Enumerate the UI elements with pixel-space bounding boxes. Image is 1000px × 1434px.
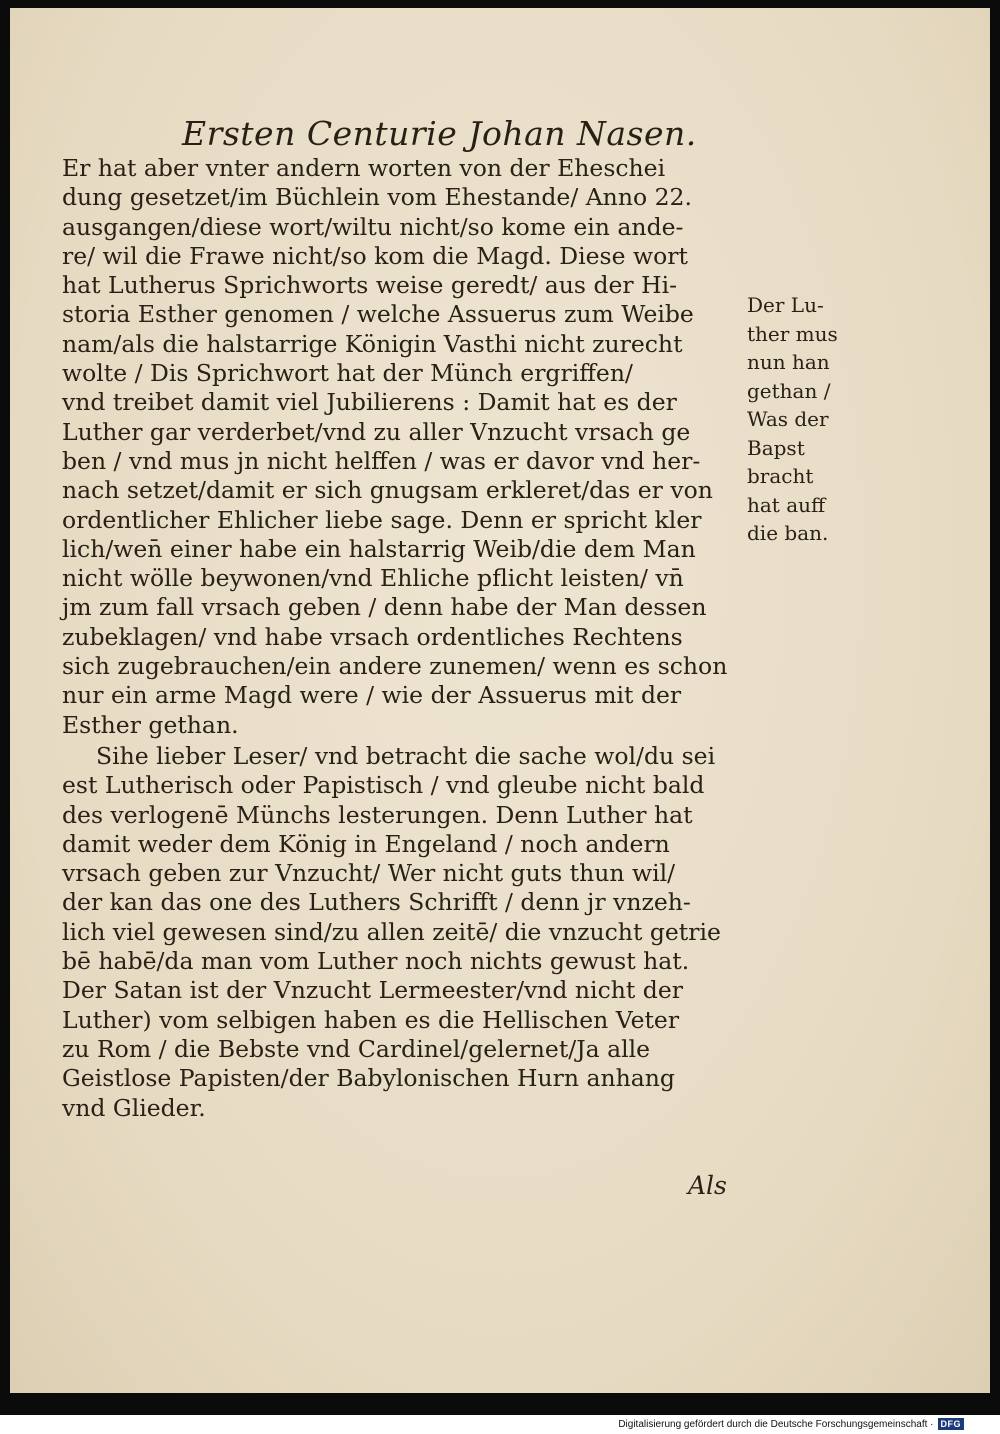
body-line: bē habē/da man vom Luther noch nichts gewust hat.: [62, 947, 690, 976]
body-line: ausgangen/diese wort/wiltu nicht/so kome ein ande-: [62, 212, 684, 241]
body-line: sich zugebrauchen/ein andere zunemen/ wenn es schon: [62, 652, 728, 681]
margin-note-line: Der Lu-: [747, 293, 824, 317]
margin-note: [747, 291, 857, 548]
body-line: wolte / Dis Sprichwort hat der Münch ergriffen/: [62, 359, 633, 388]
margin-note-line: hat auff: [747, 492, 826, 517]
body-line: re/ wil die Frawe nicht/so kom die Magd. Diese wort: [62, 241, 688, 270]
running-heading: Ersten Centurie Johan Nasen.: [182, 114, 697, 153]
body-line: ordentlicher Ehlicher liebe sage. Denn er spricht kler: [62, 505, 702, 534]
body-line: storia Esther genomen / welche Assuerus zum Weibe: [62, 300, 694, 329]
body-line: des verlogenē Münchs lesterungen. Denn Luther hat: [62, 800, 693, 829]
body-line: Esther gethan.: [62, 710, 239, 739]
body-line: vrsach geben zur Vnzucht/ Wer nicht guts thun wil/: [62, 859, 676, 888]
margin-note-line: die ban.: [747, 521, 829, 545]
book-page: [10, 8, 990, 1393]
funding-footer: [618, 1418, 964, 1430]
margin-note-line: ther mus: [747, 321, 838, 346]
body-line: lich/wen̄ einer habe ein halstarrig Weib/die dem Man: [62, 534, 696, 563]
body-line: vnd Glieder.: [62, 1093, 206, 1122]
body-line: zu Rom / die Bebste vnd Cardinel/gelernet/Ja alle: [62, 1034, 651, 1063]
margin-note-line: Bapst: [747, 435, 805, 460]
body-line: lich viel gewesen sind/zu allen zeitē/ die vnzucht getrie: [62, 917, 721, 946]
margin-note-line: nun han: [747, 350, 830, 374]
body-line: Der Satan ist der Vnzucht Lermeester/vnd nicht der: [62, 976, 683, 1005]
body-line: hat Lutherus Sprichworts weise geredt/ aus der Hi-: [62, 271, 678, 300]
body-line: der kan das one des Luthers Schrifft / denn jr vnzeh-: [62, 888, 691, 917]
margin-note-line: gethan /: [747, 378, 831, 403]
body-line: jm zum fall vrsach geben / denn habe der Man dessen: [62, 593, 707, 622]
body-text: [62, 154, 742, 1123]
body-line: nam/als die halstarrige Königin Vasthi nicht zurecht: [62, 329, 683, 358]
margin-note-line: bracht: [747, 464, 814, 488]
dfg-logo-icon: DFG: [938, 1418, 965, 1430]
body-line: nach setzet/damit er sich gnugsam erkleret/das er von: [62, 476, 713, 505]
body-line: vnd treibet damit viel Jubilierens : Damit hat es der: [62, 388, 677, 417]
body-line: Geistlose Papisten/der Babylonischen Hurn anhang: [62, 1064, 675, 1093]
catchword: Als: [688, 1171, 727, 1200]
body-line: Luther gar verderbet/vnd zu aller Vnzucht vrsach ge: [62, 417, 691, 446]
body-line: est Lutherisch oder Papistisch / vnd gleube nicht bald: [62, 771, 705, 800]
body-line: nur ein arme Magd were / wie der Assuerus mit der: [62, 681, 682, 710]
margin-note-line: Was der: [747, 407, 829, 431]
funding-text: Digitalisierung gefördert durch die Deutsche Forschungsgemeinschaft ·: [618, 1418, 934, 1430]
body-line: zubeklagen/ vnd habe vrsach ordentliches Rechtens: [62, 622, 683, 651]
body-line: Luther) vom selbigen haben es die Hellischen Veter: [62, 1005, 680, 1034]
body-line: Er hat aber vnter andern worten von der Eheschei: [62, 154, 666, 182]
body-line: Sihe lieber Leser/ vnd betracht die sache wol/du sei: [96, 741, 716, 770]
body-line: ben / vnd mus jn nicht helffen / was er davor vnd her-: [62, 446, 701, 475]
body-line: dung gesetzet/im Büchlein vom Ehestande/ Anno 22.: [62, 183, 692, 212]
body-line: damit weder dem König in Engeland / noch andern: [62, 829, 670, 858]
body-line: nicht wölle beywonen/vnd Ehliche pflicht leisten/ vn̄: [62, 564, 684, 593]
